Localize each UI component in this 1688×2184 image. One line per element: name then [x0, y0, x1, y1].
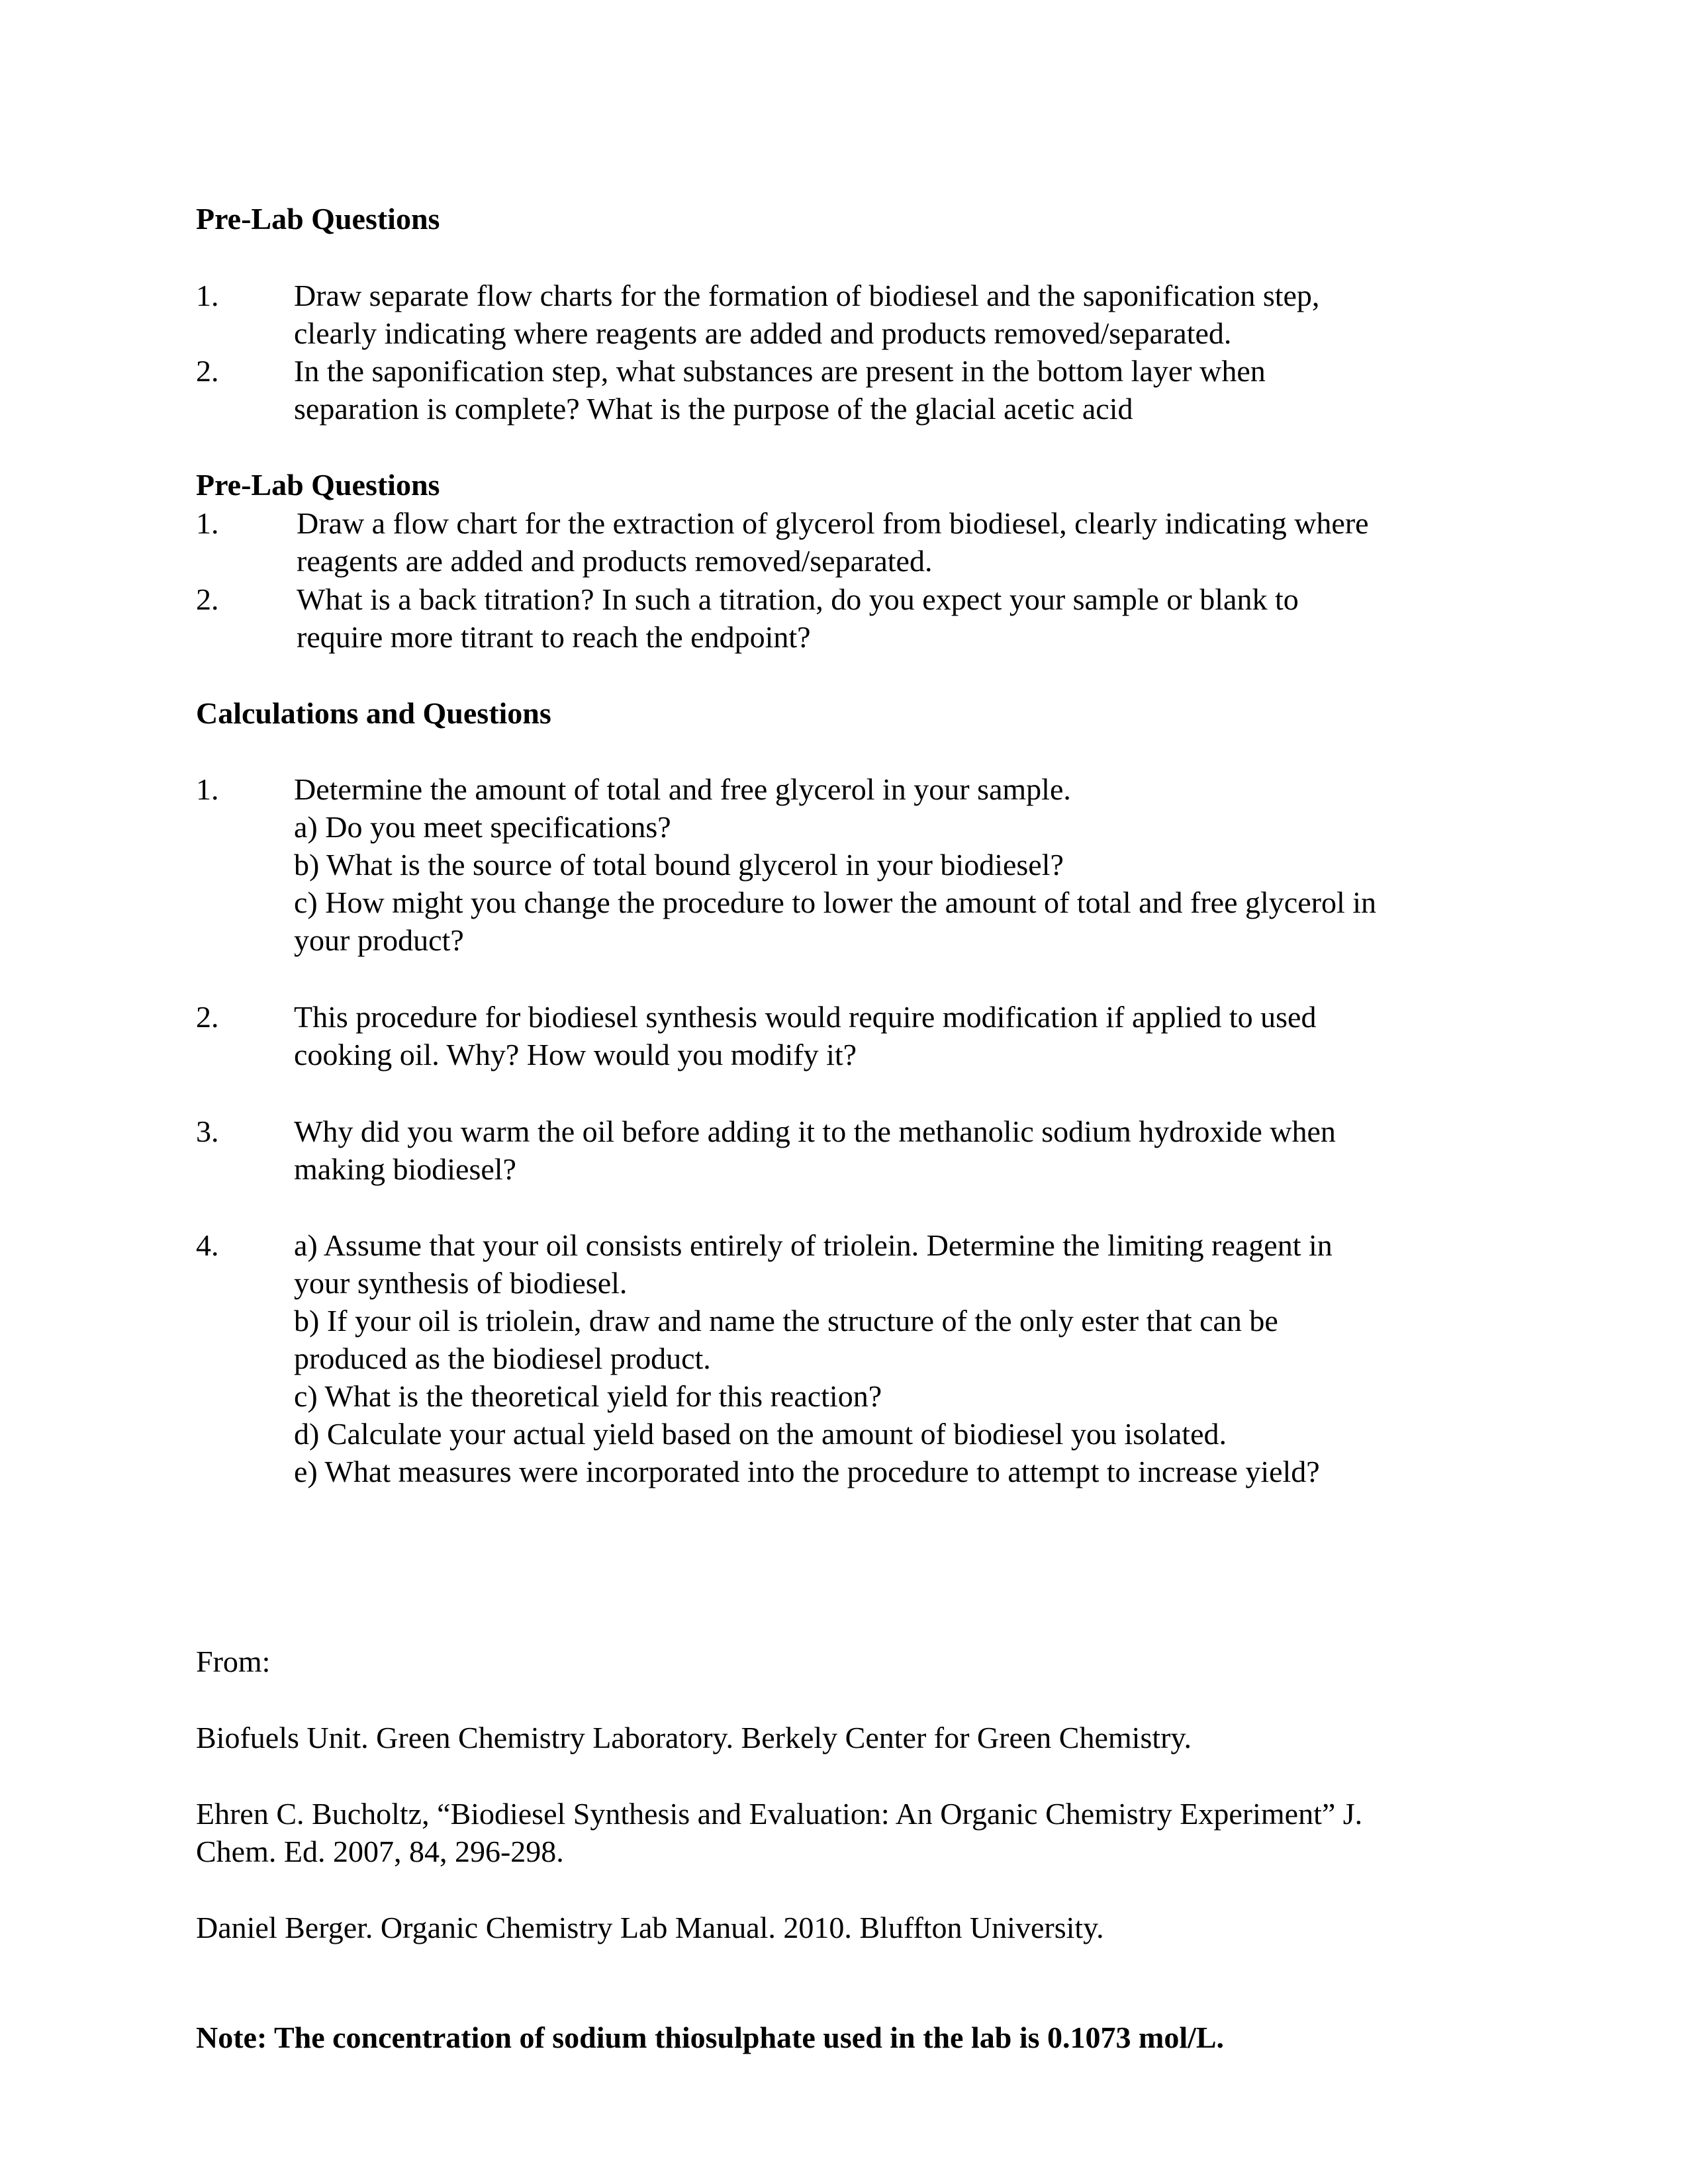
reference-2-line2: Chem. Ed. 2007, 84, 296-298. — [196, 1835, 564, 1868]
section1-item1-line1: Draw separate flow charts for the formation of biodiesel and the saponification step, — [294, 279, 1320, 312]
section3-item2-number: 2. — [196, 1000, 219, 1034]
section1-item1-number: 1. — [196, 279, 219, 312]
section3-item4-line7: e) What measures were incorporated into the procedure to attempt to increase yield? — [294, 1455, 1320, 1488]
section2-item1-line2: reagents are added and products removed/separated. — [297, 544, 933, 578]
section3-item3-line2: making biodiesel? — [294, 1152, 516, 1186]
concentration-note: Note: The concentration of sodium thiosulphate used in the lab is 0.1073 mol/L. — [196, 2021, 1225, 2054]
section3-item4-number: 4. — [196, 1228, 219, 1262]
section3-item1-line1: Determine the amount of total and free glycerol in your sample. — [294, 772, 1071, 806]
section3-item1-line4: c) How might you change the procedure to lower the amount of total and free glycerol in — [294, 886, 1376, 919]
section2-item2-line2: require more titrant to reach the endpoint? — [297, 620, 811, 654]
reference-2-line1: Ehren C. Bucholtz, “Biodiesel Synthesis and Evaluation: An Organic Chemistry Experiment” J. — [196, 1797, 1363, 1831]
reference-1: Biofuels Unit. Green Chemistry Laboratory. Berkely Center for Green Chemistry. — [196, 1721, 1192, 1754]
section2-item1-line1: Draw a flow chart for the extraction of glycerol from biodiesel, clearly indicating where — [297, 506, 1369, 540]
references-label: From: — [196, 1645, 271, 1678]
section2-item1-number: 1. — [196, 506, 219, 540]
section1-item2-line1: In the saponification step, what substances are present in the bottom layer when — [294, 354, 1266, 388]
section1-item2-number: 2. — [196, 354, 219, 388]
section3-item2-line1: This procedure for biodiesel synthesis would require modification if applied to used — [294, 1000, 1317, 1034]
section3-item1-line3: b) What is the source of total bound glycerol in your biodiesel? — [294, 848, 1064, 882]
section1-heading: Pre-Lab Questions — [196, 202, 440, 236]
section2-heading: Pre-Lab Questions — [196, 468, 440, 502]
reference-3: Daniel Berger. Organic Chemistry Lab Manual. 2010. Bluffton University. — [196, 1911, 1104, 1944]
section3-item3-number: 3. — [196, 1115, 219, 1148]
section2-item2-line1: What is a back titration? In such a titration, do you expect your sample or blank to — [297, 582, 1299, 616]
section3-item3-line1: Why did you warm the oil before adding it to the methanolic sodium hydroxide when — [294, 1115, 1336, 1148]
section2-item2-number: 2. — [196, 582, 219, 616]
section3-item1-line2: a) Do you meet specifications? — [294, 810, 671, 844]
section3-heading: Calculations and Questions — [196, 696, 551, 730]
section1-item1-line2: clearly indicating where reagents are added and products removed/separated. — [294, 316, 1232, 350]
section3-item2-line2: cooking oil. Why? How would you modify it? — [294, 1038, 857, 1071]
section3-item4-line5: c) What is the theoretical yield for this reaction? — [294, 1379, 882, 1413]
section3-item1-number: 1. — [196, 772, 219, 806]
section3-item4-line3: b) If your oil is triolein, draw and name the structure of the only ester that can be — [294, 1304, 1278, 1338]
section3-item4-line2: your synthesis of biodiesel. — [294, 1266, 628, 1300]
section3-item4-line4: produced as the biodiesel product. — [294, 1342, 711, 1375]
section3-item4-line6: d) Calculate your actual yield based on the amount of biodiesel you isolated. — [294, 1417, 1227, 1451]
section1-item2-line2: separation is complete? What is the purpose of the glacial acetic acid — [294, 392, 1133, 426]
section3-item1-line5: your product? — [294, 923, 464, 957]
section3-item4-line1: a) Assume that your oil consists entirely of triolein. Determine the limiting reagent in — [294, 1228, 1333, 1262]
